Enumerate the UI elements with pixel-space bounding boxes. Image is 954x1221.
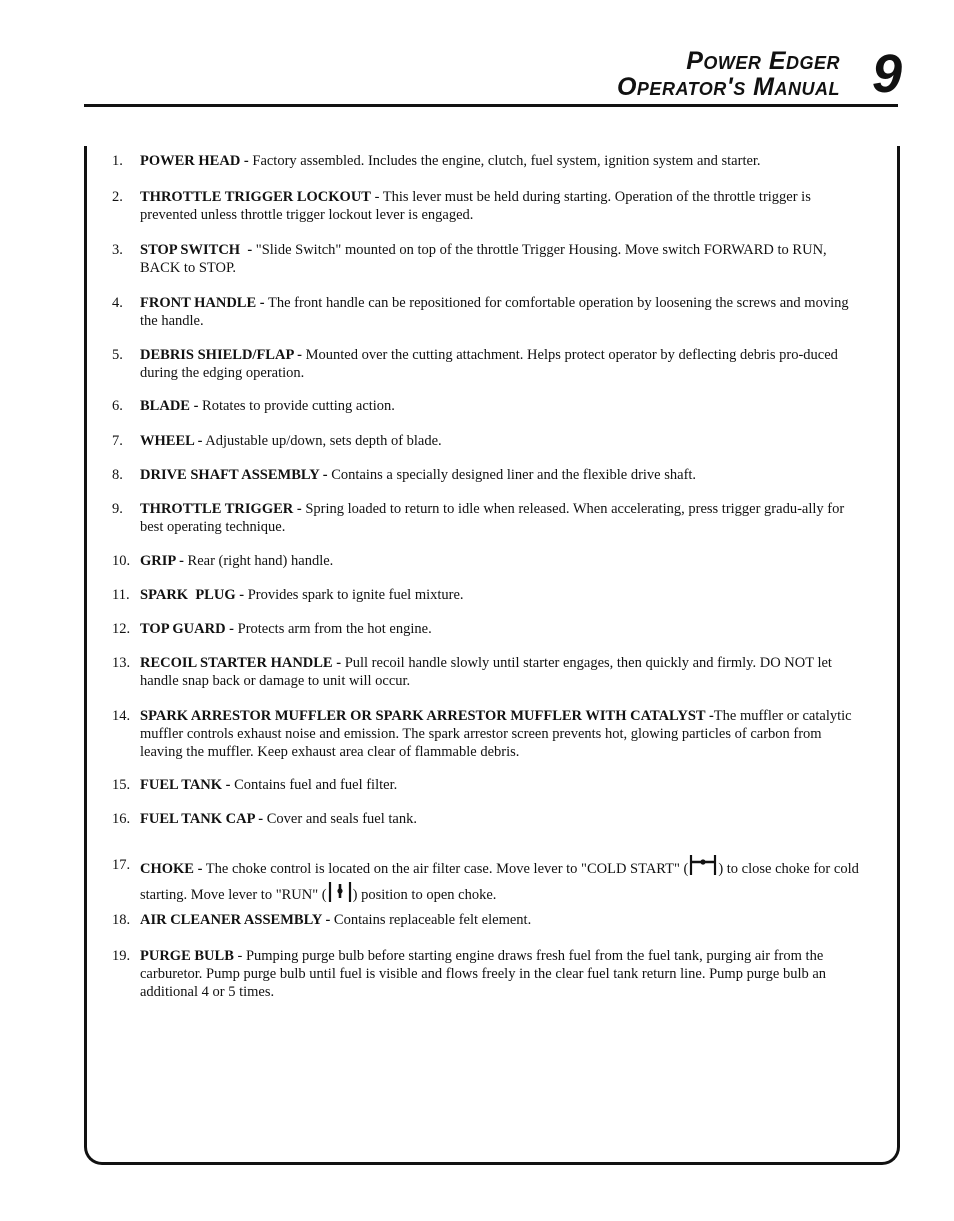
item-term: AIR CLEANER ASSEMBLY - (140, 912, 331, 928)
item-number: 14. (112, 708, 131, 724)
item-term: POWER HEAD - (140, 153, 249, 169)
item-term: DRIVE SHAFT ASSEMBLY - (140, 467, 328, 483)
item-number: 16. (112, 811, 131, 827)
item-number: 8. (112, 467, 123, 483)
item-description: Factory assembled. Includes the engine, clutch, fuel system, ignition system and starter. (248, 153, 761, 169)
item-term: RECOIL STARTER HANDLE - (140, 655, 342, 671)
item-description: The muffler or catalytic muffler controls exhaust noise and emission. The spark arrestor screen prevents hot, glowing particles of carbon from leaving the muffler. Keep exhaust area clear of flammable debris. (140, 708, 852, 760)
item-number: 5. (112, 347, 123, 363)
item-description: The front handle can be repositioned for comfortable operation by loosening the screws and moving the handle. (140, 295, 849, 329)
item-description: Cover and seals fuel tank. (263, 811, 417, 827)
item-term: FUEL TANK - (140, 777, 231, 793)
item-number: 15. (112, 777, 131, 793)
item-number: 17. (112, 857, 131, 873)
item-number: 2. (112, 189, 123, 205)
item-number: 18. (112, 912, 131, 928)
item-description: Contains fuel and fuel filter. (230, 777, 398, 793)
item-description: - Pumping purge bulb before starting engine draws fresh fuel from the fuel tank, purging air from the carburetor. Pump purge bulb until fuel is visible and flows freely in the clear fuel tank return line. Pump purge bulb an additional 4 or 5 times. (140, 948, 827, 1000)
item-number: 4. (112, 295, 123, 311)
item-term: PURGE BULB (140, 948, 234, 964)
item-description: Adjustable up/down, sets depth of blade. (202, 433, 442, 449)
item-term: CHOKE - (140, 861, 203, 877)
run-choke-icon (327, 881, 353, 903)
item-term: BLADE - (140, 398, 199, 414)
item-number: 7. (112, 433, 123, 449)
page-number: 9 (871, 44, 903, 104)
item-term: THROTTLE TRIGGER - (140, 501, 302, 517)
item-number: 13. (112, 655, 131, 671)
item-number: 12. (112, 621, 131, 637)
item-description: ) to close choke for cold starting. Move lever to "RUN" ( (140, 861, 859, 903)
item-number: 10. (112, 553, 131, 569)
item-term: THROTTLE TRIGGER LOCKOUT (140, 189, 371, 205)
item-description: Rotates to provide cutting action. (198, 398, 395, 414)
item-description: Contains replaceable felt element. (330, 912, 532, 928)
item-term: SPARK ARRESTOR MUFFLER OR SPARK ARRESTOR MUFFLER WITH CATALYST - (140, 708, 714, 724)
cold-start-choke-icon (688, 854, 718, 876)
item-description: Contains a specially designed liner and the flexible drive shaft. (327, 467, 697, 483)
item-description: - This lever must be held during starting. Operation of the throttle trigger is prevented unless throttle trigger lockout lever is engaged. (140, 189, 811, 223)
item-description: The choke control is located on the air filter case. Move lever to "COLD START" ( (202, 861, 689, 877)
item-number: 6. (112, 398, 123, 414)
item-description: Protects arm from the hot engine. (234, 621, 432, 637)
item-number: 19. (112, 948, 131, 964)
header-divider (84, 104, 898, 107)
item-description: Pull recoil handle slowly until starter engages, then quickly and firmly. DO NOT let handle snap back or damage to unit will occur. (140, 655, 832, 689)
item-number: 3. (112, 242, 123, 258)
item-number: 9. (112, 501, 123, 517)
item-description: "Slide Switch" mounted on top of the throttle Trigger Housing. Move switch FORWARD to RUN, BACK to STOP. (140, 242, 827, 276)
item-number: 11. (112, 587, 130, 603)
manual-title-line2: Operator's Manual (616, 73, 840, 101)
item-number: 1. (112, 153, 123, 169)
manual-title (617, 48, 840, 100)
item-term: WHEEL - (140, 433, 203, 449)
item-term: SPARK PLUG - (140, 587, 245, 603)
item-description: Mounted over the cutting attachment. Helps protect operator by deflecting debris pro-duced during the edging operation. (140, 347, 838, 381)
item-term: GRIP - (140, 553, 184, 569)
item-term: FRONT HANDLE - (140, 295, 265, 311)
item-description: ) position to open choke. (352, 887, 497, 903)
item-description: Spring loaded to return to idle when released. When accelerating, press trigger gradu-ally for best operating technique. (140, 501, 845, 535)
item-term: DEBRIS SHIELD/FLAP - (140, 347, 302, 363)
manual-title-line1: Power Edger (686, 47, 840, 75)
item-description: Provides spark to ignite fuel mixture. (244, 587, 464, 603)
item-term: STOP SWITCH - (140, 242, 253, 258)
item-description: Rear (right hand) handle. (183, 553, 334, 569)
item-term: TOP GUARD - (140, 621, 234, 637)
item-term: FUEL TANK CAP - (140, 811, 264, 827)
